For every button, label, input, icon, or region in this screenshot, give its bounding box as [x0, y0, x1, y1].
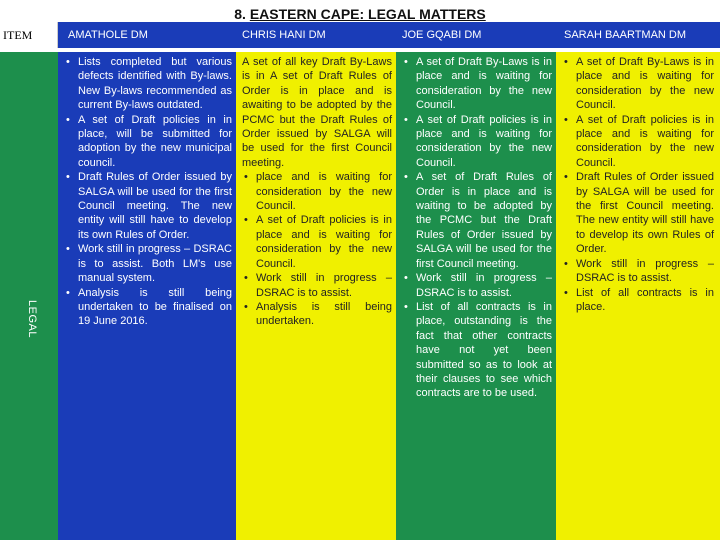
list-item: • A set of Draft Rules of Order is in place and is waiting to be adopted by the PCMC but the Draft Rules of Order issued by SALGA will be used for the first Council meeting.	[402, 170, 552, 271]
list-item: • A set of Draft By-Laws is in place and is waiting for consideration by the new Council.	[402, 55, 552, 113]
cell-joe-gqabi	[396, 52, 556, 540]
chris-hani-intro: A set of all key Draft By-Laws is in A set of Draft Rules of Order is in place and is awaiting to be adopted by the PCMC but the Draft Rules of Order issued by SALGA will be used for the first Council meeting.	[242, 56, 392, 169]
list-item: • Lists completed but various defects identified with By-laws. New By-laws recommended as current By-laws outdated.	[64, 55, 232, 113]
list-item: • Work still in progress – DSRAC is to assist.	[402, 271, 552, 300]
list-item: • place and is waiting for consideration by the new Council.	[242, 170, 392, 213]
cell-chris-hani	[236, 52, 396, 540]
list-item: • Work still in progress – DSRAC is to assist.	[242, 271, 392, 300]
header-amathole: AMATHOLE DM	[58, 22, 236, 48]
list-item: • A set of Draft policies is in place and is waiting for consideration by the new Council.	[242, 213, 392, 271]
list-item: • List of all contracts is in place, outstanding is the fact that other contracts have not yet been submitted so as to look at their clauses to see which contracts are to be used.	[402, 300, 552, 401]
row-label-cell	[0, 52, 58, 540]
list-item: • Analysis is still being undertaken.	[242, 300, 392, 329]
header-chris-hani: CHRIS HANI DM	[236, 22, 396, 48]
legal-matters-table	[0, 22, 720, 540]
list-item: • A set of Draft policies is in place and is waiting for consideration by the new Council.	[402, 113, 552, 171]
cell-sarah-baartman	[556, 52, 720, 540]
list-item: • Work still in progress – DSRAC is to assist. Both LM's use manual system.	[64, 242, 232, 285]
list-item: • A set of Draft By-Laws is in place and is waiting for consideration by the new Council.	[562, 55, 714, 113]
cell-amathole	[58, 52, 236, 540]
header-joe-gqabi: JOE GQABI DM	[396, 22, 556, 48]
title-text: EASTERN CAPE: LEGAL MATTERS	[249, 6, 486, 22]
header-sarah-baartman: SARAH BAARTMAN DM	[556, 22, 720, 48]
list-item: • A set of Draft policies is in place and is waiting for consideration by the new Council.	[562, 113, 714, 171]
title-number: 8.	[234, 6, 246, 22]
list-item: • List of all contracts is in place.	[562, 286, 714, 315]
list-item: • Analysis is still being undertaken to be finalised on 19 June 2016.	[64, 286, 232, 329]
list-item: • Work still in progress – DSRAC is to assist.	[562, 257, 714, 286]
row-label-legal: LEGAL	[26, 300, 38, 338]
list-item: • Draft Rules of Order issued by SALGA will be used for the first Council meeting. The new entity will still have to develop its own Rules of Order.	[562, 170, 714, 256]
header-item: ITEM	[0, 22, 58, 48]
list-item: • A set of Draft policies in in place, will be submitted for adoption by the new municipal council.	[64, 113, 232, 171]
list-item: • Draft Rules of Order issued by SALGA will be used for the first Council meeting. The new entity will still have to develop its own Rules of Order.	[64, 170, 232, 242]
